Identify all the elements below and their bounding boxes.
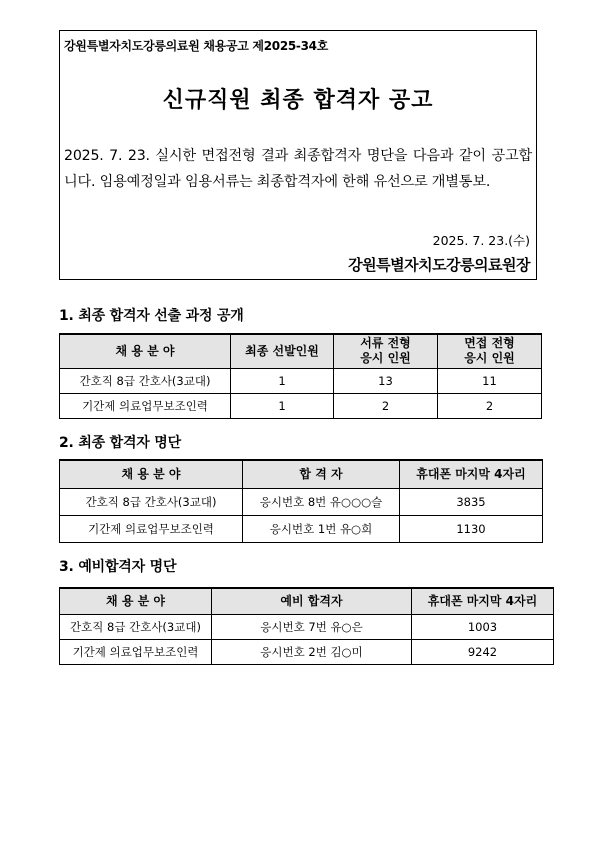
table-cell: 간호직 8급 간호사(3교대) [60,614,212,639]
table-cell: 2 [438,393,542,418]
column-header: 최종 선발인원 [231,334,334,368]
selection-process-table [59,333,542,419]
column-header-text: 서류 전형 응시 인원 [360,336,411,366]
table-cell: 1130 [400,515,543,542]
section-heading-2: 2. 최종 합격자 명단 [59,435,181,451]
table-cell: 11 [438,368,542,393]
table-cell: 간호직 8급 간호사(3교대) [60,488,243,515]
table-row [60,488,543,515]
table-cell: 응시번호 1번 유○희 [243,515,400,542]
column-header: 합 격 자 [243,460,400,488]
notice-number: 강원특별자치도강릉의료원 채용공고 제2025-34호 [64,39,328,53]
table-cell: 응시번호 7번 유○은 [212,614,412,639]
column-header [334,334,438,368]
column-header: 휴대폰 마지막 4자리 [400,460,543,488]
table-row [60,614,554,639]
table-cell: 기간제 의료업무보조인력 [60,515,243,542]
table-cell: 기간제 의료업무보조인력 [60,639,212,664]
notice-body: 2025. 7. 23. 실시한 면접전형 결과 최종합격자 명단을 다음과 같이 공고합니다. 임용예정일과 임용서류는 최종합격자에 한해 유선으로 개별통보. [64,148,532,190]
notice-issuer: 강원특별자치도강릉의료원장 [348,256,530,274]
section-heading-1: 1. 최종 합격자 선출 과정 공개 [59,308,244,324]
table-cell: 2 [334,393,438,418]
table-cell: 응시번호 2번 김○미 [212,639,412,664]
column-header-text: 면접 전형 응시 인원 [464,336,515,366]
table-cell: 1 [231,393,334,418]
table-row [60,393,542,418]
table-cell: 3835 [400,488,543,515]
table-row [60,368,542,393]
table-row [60,515,543,542]
table-row [60,639,554,664]
table-cell: 기간제 의료업무보조인력 [60,393,231,418]
section-heading-3: 3. 예비합격자 명단 [59,559,177,575]
table-cell: 9242 [412,639,554,664]
table-cell: 13 [334,368,438,393]
table-cell: 1003 [412,614,554,639]
final-passers-table [59,459,543,543]
column-header: 채 용 분 야 [60,460,243,488]
column-header: 채 용 분 야 [60,588,212,614]
column-header [438,334,542,368]
table-cell: 1 [231,368,334,393]
column-header: 채 용 분 야 [60,334,231,368]
table-cell: 응시번호 8번 유○○○슬 [243,488,400,515]
notice-box [59,30,537,280]
column-header: 휴대폰 마지막 4자리 [412,588,554,614]
notice-date: 2025. 7. 23.(수) [432,233,530,248]
reserve-passers-table [59,587,554,665]
table-cell: 간호직 8급 간호사(3교대) [60,368,231,393]
column-header: 예비 합격자 [212,588,412,614]
notice-title: 신규직원 최종 합격자 공고 [162,88,434,113]
